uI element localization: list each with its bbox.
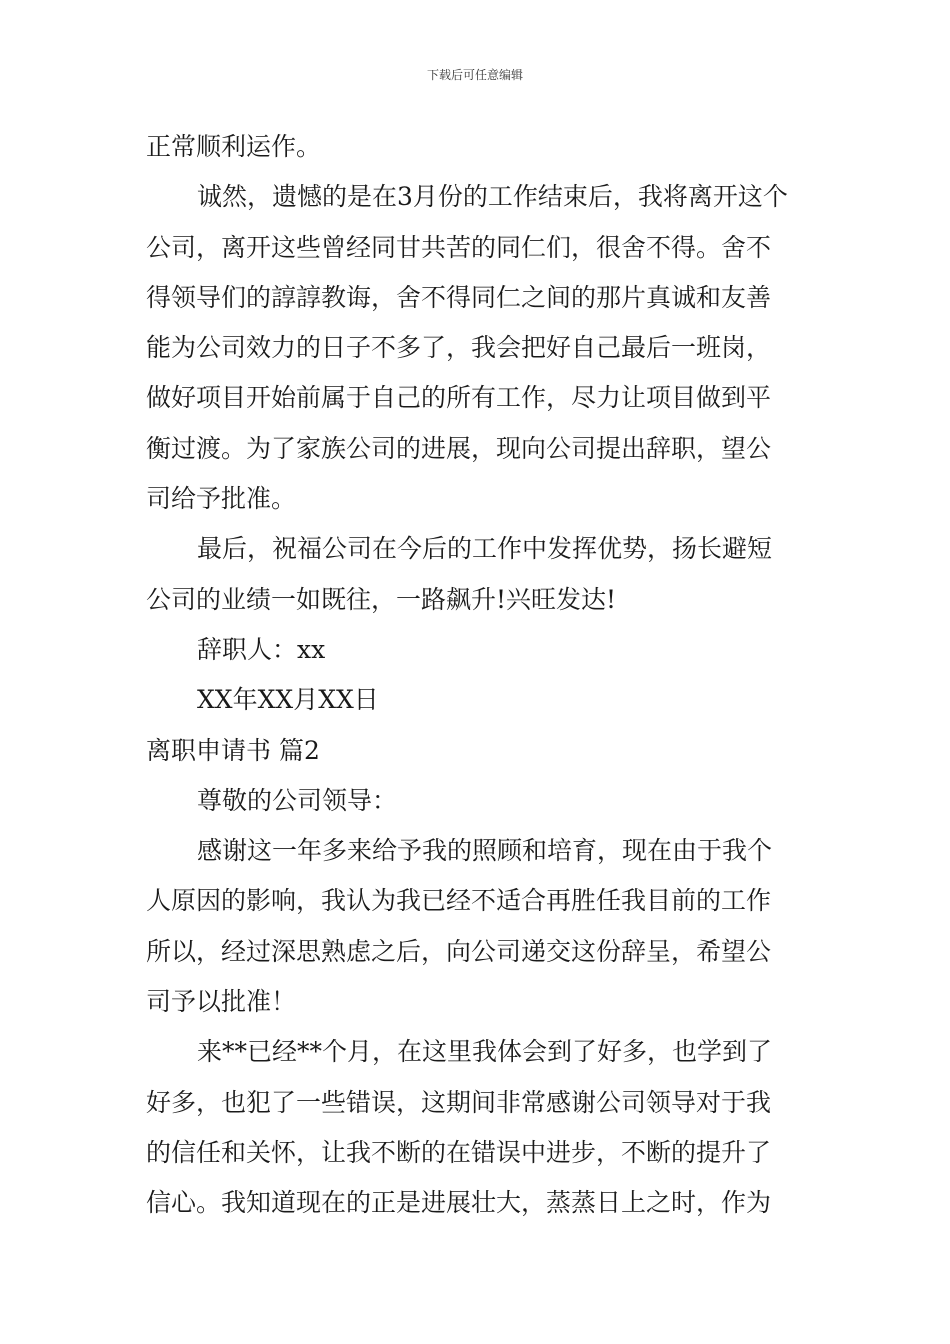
text-line: 诚然，遗憾的是在3月份的工作结束后，我将离开这个 bbox=[197, 182, 788, 212]
text-line: 做好项目开始前属于自己的所有工作，尽力让项目做到平 bbox=[146, 383, 772, 413]
text-line: 所以，经过深思熟虑之后，向公司递交这份辞呈，希望公 bbox=[146, 936, 772, 966]
text-line: 感谢这一年多来给予我的照顾和培育，现在由于我个 bbox=[197, 836, 773, 866]
text-line: 最后，祝福公司在今后的工作中发挥优势，扬长避短 bbox=[197, 534, 773, 564]
text-line: 人原因的影响，我认为我已经不适合再胜任我目前的工作 bbox=[146, 886, 772, 916]
text-line: 的信任和关怀，让我不断的在错误中进步，不断的提升了 bbox=[146, 1137, 772, 1167]
text-line: 司予以批准！ bbox=[146, 987, 297, 1017]
section-heading: 离职申请书 篇2 bbox=[146, 735, 320, 765]
salutation-line: 尊敬的公司领导： bbox=[197, 785, 398, 815]
text-line: 衡过渡。为了家族公司的进展，现向公司提出辞职，望公 bbox=[146, 433, 772, 463]
text-line: 得领导们的諄諄教诲，舍不得同仁之间的那片真诚和友善 bbox=[146, 282, 772, 312]
text-line: 能为公司效力的日子不多了，我会把好自己最后一班岗， bbox=[146, 333, 772, 363]
text-line: 公司的业绩一如既往，一路飙升!兴旺发达! bbox=[146, 584, 617, 614]
text-line: 司给予批准。 bbox=[146, 484, 297, 514]
page-header-note: 下载后可任意编辑 bbox=[426, 68, 523, 82]
date-line: XX年XX月XX日 bbox=[197, 685, 379, 715]
text-line: 好多，也犯了一些错误，这期间非常感谢公司领导对于我 bbox=[146, 1087, 772, 1117]
signature-line: 辞职人：xx bbox=[197, 634, 326, 664]
document-body bbox=[146, 122, 810, 1229]
text-line: 公司，离开这些曾经同甘共苦的同仁们，很舍不得。舍不 bbox=[146, 232, 772, 262]
text-line: 正常顺利运作。 bbox=[146, 132, 322, 161]
text-line: 来**已经**个月，在这里我体会到了好多，也学到了 bbox=[197, 1037, 773, 1067]
text-line: 信心。我知道现在的正是进展壮大，蒸蒸日上之时，作为 bbox=[146, 1188, 772, 1218]
